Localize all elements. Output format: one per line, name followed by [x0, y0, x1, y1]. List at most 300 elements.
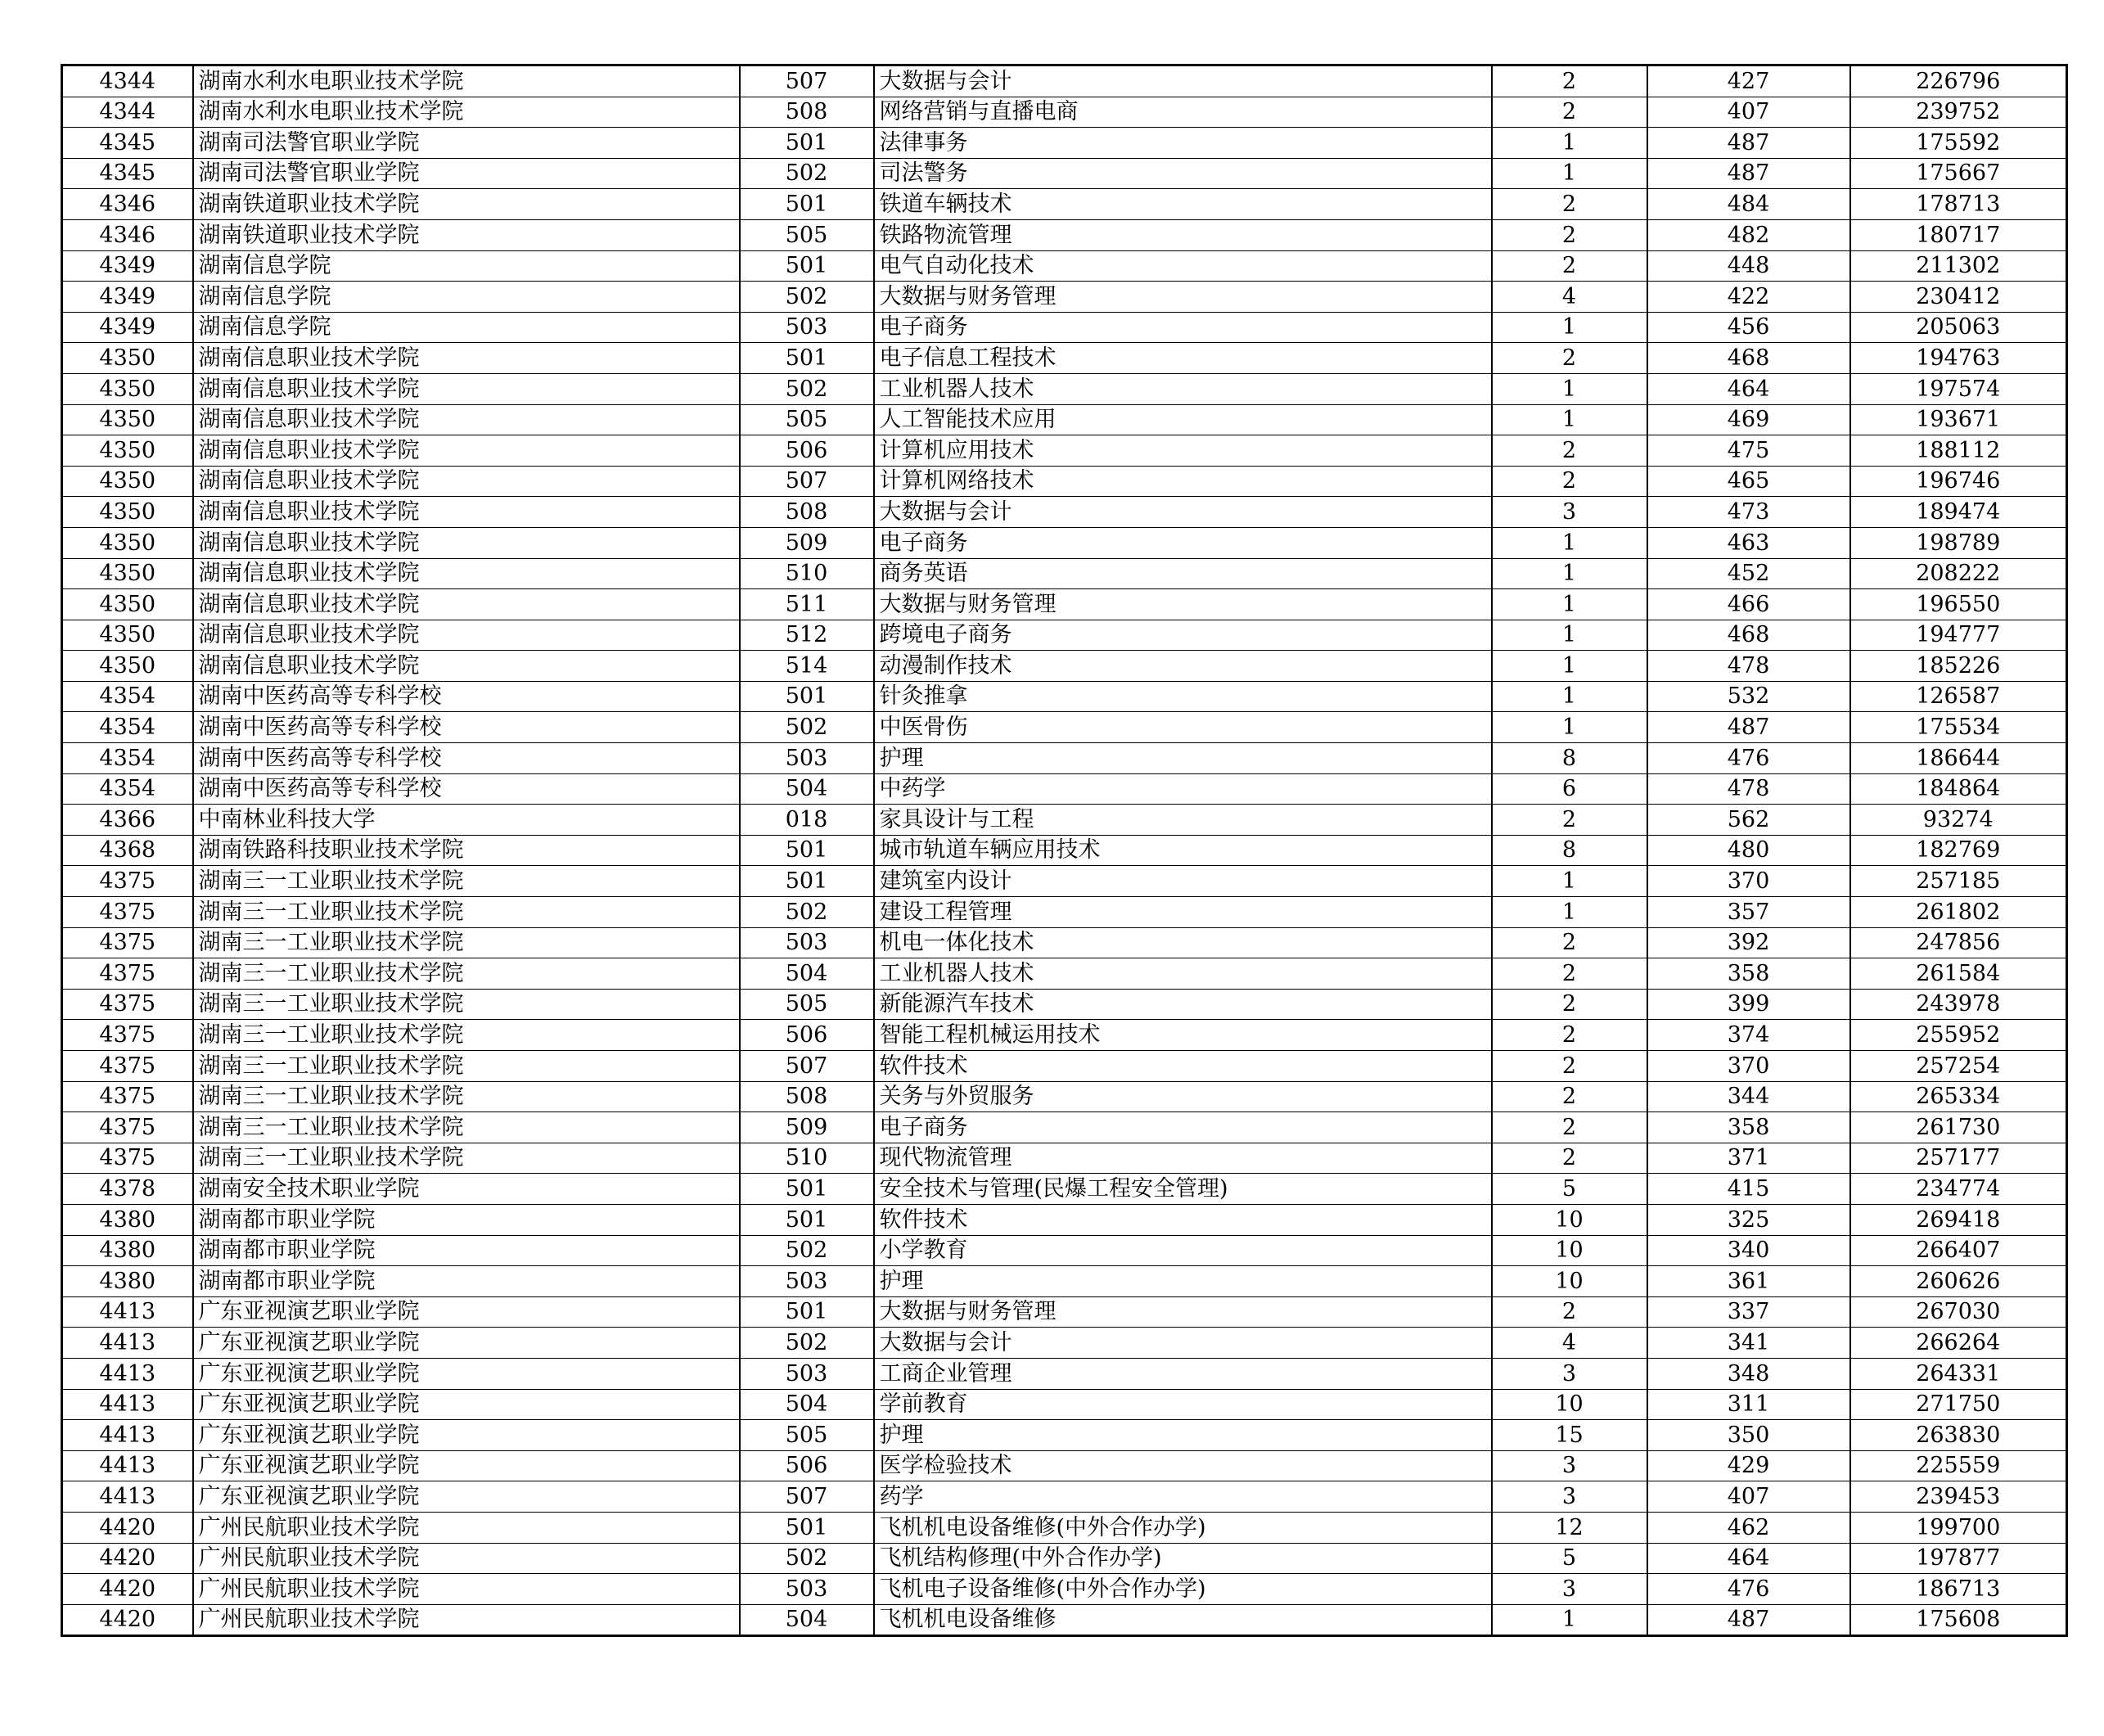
school-name-cell: 湖南信息职业技术学院 — [193, 558, 740, 589]
major-code-cell: 506 — [740, 1020, 874, 1051]
major-code-cell: 501 — [740, 835, 874, 866]
major-name-cell: 大数据与财务管理 — [874, 589, 1492, 620]
school-name-cell: 湖南三一工业职业技术学院 — [193, 989, 740, 1020]
school-code-cell: 4354 — [62, 681, 193, 712]
major-name-cell: 建设工程管理 — [874, 897, 1492, 928]
table-row — [62, 927, 2067, 958]
table-row — [62, 805, 2067, 836]
min-score-cell: 468 — [1647, 343, 1850, 374]
school-name-cell: 湖南中医药高等专科学校 — [193, 773, 740, 805]
plan-count-cell: 10 — [1492, 1204, 1647, 1235]
min-rank-cell: 175608 — [1850, 1604, 2067, 1636]
plan-count-cell: 5 — [1492, 1543, 1647, 1574]
table-row — [62, 651, 2067, 682]
min-rank-cell: 205063 — [1850, 312, 2067, 343]
min-score-cell: 407 — [1647, 1481, 1850, 1513]
major-code-cell: 504 — [740, 1389, 874, 1420]
min-score-cell: 464 — [1647, 1543, 1850, 1574]
school-code-cell: 4368 — [62, 835, 193, 866]
major-code-cell: 501 — [740, 1296, 874, 1328]
table-row — [62, 681, 2067, 712]
table-row — [62, 866, 2067, 897]
min-score-cell: 468 — [1647, 620, 1850, 651]
school-name-cell: 广东亚视演艺职业学院 — [193, 1389, 740, 1420]
major-code-cell: 501 — [740, 343, 874, 374]
min-score-cell: 340 — [1647, 1235, 1850, 1266]
major-name-cell: 护理 — [874, 1266, 1492, 1297]
major-code-cell: 506 — [740, 435, 874, 467]
table-row — [62, 128, 2067, 159]
min-rank-cell: 234774 — [1850, 1174, 2067, 1205]
table-row — [62, 835, 2067, 866]
major-name-cell: 计算机应用技术 — [874, 435, 1492, 467]
min-rank-cell: 239752 — [1850, 97, 2067, 128]
min-score-cell: 361 — [1647, 1266, 1850, 1297]
school-name-cell: 湖南信息职业技术学院 — [193, 343, 740, 374]
major-name-cell: 护理 — [874, 1420, 1492, 1451]
school-code-cell: 4413 — [62, 1296, 193, 1328]
school-name-cell: 湖南三一工业职业技术学院 — [193, 897, 740, 928]
school-name-cell: 湖南信息职业技术学院 — [193, 651, 740, 682]
school-code-cell: 4420 — [62, 1604, 193, 1636]
min-score-cell: 473 — [1647, 497, 1850, 528]
school-name-cell: 湖南三一工业职业技术学院 — [193, 1112, 740, 1143]
table-row — [62, 1574, 2067, 1605]
table-row — [62, 897, 2067, 928]
school-name-cell: 湖南中医药高等专科学校 — [193, 743, 740, 774]
major-code-cell: 504 — [740, 773, 874, 805]
school-code-cell: 4420 — [62, 1574, 193, 1605]
major-code-cell: 505 — [740, 219, 874, 250]
major-name-cell: 跨境电子商务 — [874, 620, 1492, 651]
min-rank-cell: 260626 — [1850, 1266, 2067, 1297]
major-code-cell: 508 — [740, 1081, 874, 1112]
min-rank-cell: 261584 — [1850, 958, 2067, 990]
major-name-cell: 电子信息工程技术 — [874, 343, 1492, 374]
major-name-cell: 飞机电子设备维修(中外合作办学) — [874, 1574, 1492, 1605]
plan-count-cell: 10 — [1492, 1235, 1647, 1266]
major-name-cell: 现代物流管理 — [874, 1143, 1492, 1174]
major-code-cell: 501 — [740, 189, 874, 220]
school-name-cell: 湖南水利水电职业技术学院 — [193, 97, 740, 128]
major-name-cell: 电气自动化技术 — [874, 250, 1492, 282]
table-row — [62, 958, 2067, 990]
school-code-cell: 4346 — [62, 189, 193, 220]
major-code-cell: 510 — [740, 1143, 874, 1174]
major-name-cell: 药学 — [874, 1481, 1492, 1513]
min-rank-cell: 230412 — [1850, 282, 2067, 313]
major-name-cell: 软件技术 — [874, 1204, 1492, 1235]
table-row — [62, 1420, 2067, 1451]
min-score-cell: 448 — [1647, 250, 1850, 282]
school-name-cell: 湖南都市职业学院 — [193, 1235, 740, 1266]
min-rank-cell: 266407 — [1850, 1235, 2067, 1266]
major-code-cell: 501 — [740, 681, 874, 712]
school-code-cell: 4413 — [62, 1328, 193, 1359]
min-score-cell: 478 — [1647, 773, 1850, 805]
major-code-cell: 502 — [740, 1235, 874, 1266]
plan-count-cell: 2 — [1492, 189, 1647, 220]
school-name-cell: 湖南铁道职业技术学院 — [193, 219, 740, 250]
school-name-cell: 湖南三一工业职业技术学院 — [193, 1143, 740, 1174]
school-code-cell: 4344 — [62, 65, 193, 97]
plan-count-cell: 2 — [1492, 927, 1647, 958]
major-code-cell: 505 — [740, 989, 874, 1020]
min-rank-cell: 265334 — [1850, 1081, 2067, 1112]
min-score-cell: 392 — [1647, 927, 1850, 958]
school-code-cell: 4354 — [62, 712, 193, 743]
table-row — [62, 1512, 2067, 1543]
plan-count-cell: 1 — [1492, 620, 1647, 651]
table-row — [62, 527, 2067, 558]
school-name-cell: 广州民航职业技术学院 — [193, 1574, 740, 1605]
major-code-cell: 502 — [740, 158, 874, 189]
plan-count-cell: 8 — [1492, 743, 1647, 774]
min-rank-cell: 185226 — [1850, 651, 2067, 682]
table-row — [62, 1604, 2067, 1636]
major-name-cell: 电子商务 — [874, 312, 1492, 343]
table-row — [62, 743, 2067, 774]
school-code-cell: 4350 — [62, 651, 193, 682]
major-name-cell: 中医骨伤 — [874, 712, 1492, 743]
min-rank-cell: 257254 — [1850, 1051, 2067, 1082]
min-rank-cell: 186713 — [1850, 1574, 2067, 1605]
school-code-cell: 4413 — [62, 1420, 193, 1451]
major-name-cell: 小学教育 — [874, 1235, 1492, 1266]
table-row — [62, 97, 2067, 128]
major-code-cell: 505 — [740, 404, 874, 435]
school-name-cell: 湖南信息职业技术学院 — [193, 404, 740, 435]
school-code-cell: 4350 — [62, 343, 193, 374]
major-name-cell: 铁道车辆技术 — [874, 189, 1492, 220]
major-code-cell: 507 — [740, 1481, 874, 1513]
table-row — [62, 712, 2067, 743]
min-score-cell: 476 — [1647, 1574, 1850, 1605]
min-rank-cell: 257177 — [1850, 1143, 2067, 1174]
plan-count-cell: 2 — [1492, 219, 1647, 250]
table-row — [62, 219, 2067, 250]
major-name-cell: 中药学 — [874, 773, 1492, 805]
major-code-cell: 502 — [740, 1328, 874, 1359]
plan-count-cell: 2 — [1492, 989, 1647, 1020]
min-rank-cell: 208222 — [1850, 558, 2067, 589]
school-code-cell: 4349 — [62, 312, 193, 343]
school-name-cell: 湖南司法警官职业学院 — [193, 158, 740, 189]
school-name-cell: 湖南信息职业技术学院 — [193, 435, 740, 467]
school-code-cell: 4349 — [62, 282, 193, 313]
plan-count-cell: 1 — [1492, 866, 1647, 897]
school-code-cell: 4350 — [62, 466, 193, 497]
min-score-cell: 466 — [1647, 589, 1850, 620]
plan-count-cell: 1 — [1492, 312, 1647, 343]
min-rank-cell: 261802 — [1850, 897, 2067, 928]
table-row — [62, 1081, 2067, 1112]
school-code-cell: 4375 — [62, 1112, 193, 1143]
school-name-cell: 湖南都市职业学院 — [193, 1204, 740, 1235]
min-rank-cell: 199700 — [1850, 1512, 2067, 1543]
school-code-cell: 4350 — [62, 558, 193, 589]
school-name-cell: 广州民航职业技术学院 — [193, 1604, 740, 1636]
min-rank-cell: 271750 — [1850, 1389, 2067, 1420]
plan-count-cell: 2 — [1492, 1296, 1647, 1328]
min-score-cell: 480 — [1647, 835, 1850, 866]
table-row — [62, 589, 2067, 620]
min-rank-cell: 175534 — [1850, 712, 2067, 743]
min-rank-cell: 239453 — [1850, 1481, 2067, 1513]
school-name-cell: 湖南信息学院 — [193, 282, 740, 313]
plan-count-cell: 2 — [1492, 1081, 1647, 1112]
min-rank-cell: 184864 — [1850, 773, 2067, 805]
plan-count-cell: 6 — [1492, 773, 1647, 805]
min-rank-cell: 182769 — [1850, 835, 2067, 866]
min-score-cell: 562 — [1647, 805, 1850, 836]
min-rank-cell: 247856 — [1850, 927, 2067, 958]
min-rank-cell: 211302 — [1850, 250, 2067, 282]
school-code-cell: 4375 — [62, 866, 193, 897]
min-rank-cell: 193671 — [1850, 404, 2067, 435]
major-code-cell: 503 — [740, 927, 874, 958]
major-code-cell: 501 — [740, 1512, 874, 1543]
school-code-cell: 4375 — [62, 1051, 193, 1082]
min-score-cell: 465 — [1647, 466, 1850, 497]
min-score-cell: 476 — [1647, 743, 1850, 774]
school-name-cell: 广州民航职业技术学院 — [193, 1512, 740, 1543]
min-score-cell: 358 — [1647, 1112, 1850, 1143]
school-code-cell: 4413 — [62, 1358, 193, 1389]
min-score-cell: 487 — [1647, 128, 1850, 159]
plan-count-cell: 12 — [1492, 1512, 1647, 1543]
plan-count-cell: 5 — [1492, 1174, 1647, 1205]
school-name-cell: 广东亚视演艺职业学院 — [193, 1328, 740, 1359]
min-score-cell: 415 — [1647, 1174, 1850, 1205]
plan-count-cell: 1 — [1492, 651, 1647, 682]
min-rank-cell: 189474 — [1850, 497, 2067, 528]
plan-count-cell: 1 — [1492, 589, 1647, 620]
school-code-cell: 4420 — [62, 1512, 193, 1543]
major-name-cell: 大数据与财务管理 — [874, 1296, 1492, 1328]
plan-count-cell: 2 — [1492, 250, 1647, 282]
school-code-cell: 4366 — [62, 805, 193, 836]
major-name-cell: 飞机机电设备维修(中外合作办学) — [874, 1512, 1492, 1543]
plan-count-cell: 4 — [1492, 282, 1647, 313]
plan-count-cell: 2 — [1492, 65, 1647, 97]
major-name-cell: 工业机器人技术 — [874, 958, 1492, 990]
major-code-cell: 501 — [740, 1174, 874, 1205]
table-row — [62, 1174, 2067, 1205]
school-name-cell: 湖南信息职业技术学院 — [193, 527, 740, 558]
school-name-cell: 湖南都市职业学院 — [193, 1266, 740, 1297]
major-name-cell: 软件技术 — [874, 1051, 1492, 1082]
min-score-cell: 374 — [1647, 1020, 1850, 1051]
min-score-cell: 325 — [1647, 1204, 1850, 1235]
school-name-cell: 湖南三一工业职业技术学院 — [193, 958, 740, 990]
major-code-cell: 504 — [740, 958, 874, 990]
plan-count-cell: 2 — [1492, 805, 1647, 836]
school-code-cell: 4354 — [62, 743, 193, 774]
min-score-cell: 478 — [1647, 651, 1850, 682]
table-row — [62, 312, 2067, 343]
min-score-cell: 422 — [1647, 282, 1850, 313]
school-code-cell: 4350 — [62, 527, 193, 558]
school-code-cell: 4350 — [62, 435, 193, 467]
min-score-cell: 487 — [1647, 712, 1850, 743]
major-code-cell: 501 — [740, 128, 874, 159]
major-name-cell: 计算机网络技术 — [874, 466, 1492, 497]
min-rank-cell: 126587 — [1850, 681, 2067, 712]
table-row — [62, 773, 2067, 805]
school-name-cell: 湖南信息学院 — [193, 312, 740, 343]
major-code-cell: 511 — [740, 589, 874, 620]
min-score-cell: 344 — [1647, 1081, 1850, 1112]
min-rank-cell: 93274 — [1850, 805, 2067, 836]
min-rank-cell: 194763 — [1850, 343, 2067, 374]
major-name-cell: 城市轨道车辆应用技术 — [874, 835, 1492, 866]
school-name-cell: 湖南信息职业技术学院 — [193, 620, 740, 651]
major-name-cell: 安全技术与管理(民爆工程安全管理) — [874, 1174, 1492, 1205]
major-code-cell: 502 — [740, 373, 874, 404]
table-row — [62, 1328, 2067, 1359]
min-rank-cell: 226796 — [1850, 65, 2067, 97]
min-score-cell: 484 — [1647, 189, 1850, 220]
plan-count-cell: 1 — [1492, 897, 1647, 928]
major-name-cell: 电子商务 — [874, 527, 1492, 558]
school-code-cell: 4354 — [62, 773, 193, 805]
school-name-cell: 湖南安全技术职业学院 — [193, 1174, 740, 1205]
school-code-cell: 4375 — [62, 927, 193, 958]
plan-count-cell: 1 — [1492, 681, 1647, 712]
min-rank-cell: 267030 — [1850, 1296, 2067, 1328]
min-rank-cell: 175667 — [1850, 158, 2067, 189]
major-code-cell: 502 — [740, 712, 874, 743]
plan-count-cell: 2 — [1492, 1020, 1647, 1051]
plan-count-cell: 8 — [1492, 835, 1647, 866]
min-score-cell: 482 — [1647, 219, 1850, 250]
major-name-cell: 司法警务 — [874, 158, 1492, 189]
table-row — [62, 250, 2067, 282]
school-name-cell: 中南林业科技大学 — [193, 805, 740, 836]
table-row — [62, 620, 2067, 651]
min-rank-cell: 264331 — [1850, 1358, 2067, 1389]
school-code-cell: 4375 — [62, 897, 193, 928]
table-row — [62, 1296, 2067, 1328]
min-rank-cell: 196746 — [1850, 466, 2067, 497]
major-code-cell: 018 — [740, 805, 874, 836]
min-score-cell: 463 — [1647, 527, 1850, 558]
table-row — [62, 1450, 2067, 1481]
major-name-cell: 护理 — [874, 743, 1492, 774]
table-row — [62, 1204, 2067, 1235]
table-row — [62, 1020, 2067, 1051]
major-name-cell: 网络营销与直播电商 — [874, 97, 1492, 128]
plan-count-cell: 2 — [1492, 343, 1647, 374]
min-rank-cell: 269418 — [1850, 1204, 2067, 1235]
min-score-cell: 371 — [1647, 1143, 1850, 1174]
school-name-cell: 广东亚视演艺职业学院 — [193, 1450, 740, 1481]
min-rank-cell: 197877 — [1850, 1543, 2067, 1574]
major-name-cell: 大数据与财务管理 — [874, 282, 1492, 313]
min-score-cell: 341 — [1647, 1328, 1850, 1359]
major-code-cell: 503 — [740, 1358, 874, 1389]
major-code-cell: 506 — [740, 1450, 874, 1481]
school-name-cell: 湖南信息职业技术学院 — [193, 373, 740, 404]
school-code-cell: 4380 — [62, 1235, 193, 1266]
min-score-cell: 469 — [1647, 404, 1850, 435]
school-name-cell: 湖南三一工业职业技术学院 — [193, 1081, 740, 1112]
school-name-cell: 广东亚视演艺职业学院 — [193, 1358, 740, 1389]
table-row — [62, 1481, 2067, 1513]
school-code-cell: 4350 — [62, 589, 193, 620]
plan-count-cell: 1 — [1492, 1604, 1647, 1636]
school-name-cell: 湖南水利水电职业技术学院 — [193, 65, 740, 97]
major-name-cell: 工商企业管理 — [874, 1358, 1492, 1389]
school-code-cell: 4378 — [62, 1174, 193, 1205]
major-name-cell: 飞机机电设备维修 — [874, 1604, 1492, 1636]
school-name-cell: 广东亚视演艺职业学院 — [193, 1296, 740, 1328]
plan-count-cell: 4 — [1492, 1328, 1647, 1359]
school-code-cell: 4350 — [62, 373, 193, 404]
school-name-cell: 湖南信息职业技术学院 — [193, 589, 740, 620]
school-code-cell: 4375 — [62, 958, 193, 990]
school-name-cell: 广东亚视演艺职业学院 — [193, 1481, 740, 1513]
major-code-cell: 509 — [740, 527, 874, 558]
major-code-cell: 504 — [740, 1604, 874, 1636]
school-code-cell: 4380 — [62, 1266, 193, 1297]
major-name-cell: 机电一体化技术 — [874, 927, 1492, 958]
school-code-cell: 4375 — [62, 1081, 193, 1112]
table-row — [62, 1112, 2067, 1143]
min-score-cell: 475 — [1647, 435, 1850, 467]
major-code-cell: 503 — [740, 1574, 874, 1605]
major-code-cell: 501 — [740, 866, 874, 897]
school-name-cell: 湖南信息职业技术学院 — [193, 497, 740, 528]
school-name-cell: 湖南中医药高等专科学校 — [193, 681, 740, 712]
major-code-cell: 503 — [740, 312, 874, 343]
school-code-cell: 4344 — [62, 97, 193, 128]
school-name-cell: 湖南三一工业职业技术学院 — [193, 1020, 740, 1051]
school-code-cell: 4350 — [62, 620, 193, 651]
min-score-cell: 358 — [1647, 958, 1850, 990]
min-score-cell: 350 — [1647, 1420, 1850, 1451]
min-rank-cell: 188112 — [1850, 435, 2067, 467]
school-code-cell: 4413 — [62, 1481, 193, 1513]
plan-count-cell: 2 — [1492, 1051, 1647, 1082]
table-row — [62, 1266, 2067, 1297]
min-rank-cell: 198789 — [1850, 527, 2067, 558]
school-code-cell: 4345 — [62, 158, 193, 189]
major-code-cell: 505 — [740, 1420, 874, 1451]
school-name-cell: 广东亚视演艺职业学院 — [193, 1420, 740, 1451]
plan-count-cell: 3 — [1492, 497, 1647, 528]
plan-count-cell: 3 — [1492, 1574, 1647, 1605]
major-code-cell: 510 — [740, 558, 874, 589]
major-name-cell: 智能工程机械运用技术 — [874, 1020, 1492, 1051]
major-code-cell: 507 — [740, 466, 874, 497]
min-score-cell: 407 — [1647, 97, 1850, 128]
major-name-cell: 学前教育 — [874, 1389, 1492, 1420]
major-code-cell: 508 — [740, 497, 874, 528]
school-name-cell: 湖南三一工业职业技术学院 — [193, 866, 740, 897]
min-rank-cell: 178713 — [1850, 189, 2067, 220]
table-row — [62, 1358, 2067, 1389]
table-row — [62, 558, 2067, 589]
plan-count-cell: 15 — [1492, 1420, 1647, 1451]
major-code-cell: 507 — [740, 65, 874, 97]
min-score-cell: 464 — [1647, 373, 1850, 404]
table-row — [62, 435, 2067, 467]
table-row — [62, 282, 2067, 313]
school-name-cell: 湖南铁路科技职业技术学院 — [193, 835, 740, 866]
min-score-cell: 452 — [1647, 558, 1850, 589]
